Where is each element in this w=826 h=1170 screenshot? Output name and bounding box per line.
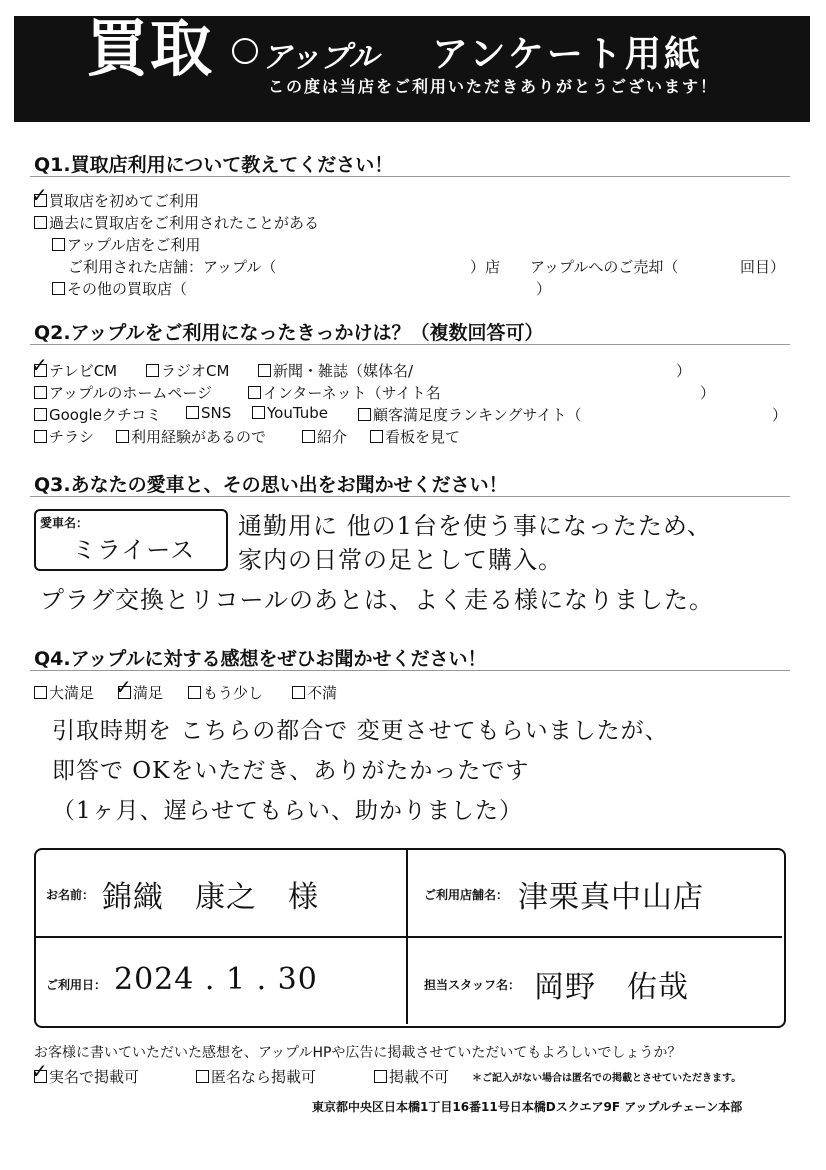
checkbox-checked-icon[interactable] bbox=[34, 194, 47, 207]
checkbox-icon[interactable] bbox=[188, 686, 201, 699]
q4-option-dissatisfied[interactable]: 不満 bbox=[292, 682, 337, 703]
q1-option-first[interactable]: ✓買取店を初めてご利用 bbox=[34, 190, 199, 211]
staff-label: 担当スタッフ名： bbox=[424, 978, 521, 992]
q3-memory-line2[interactable]: 家内の日常の足として購入。 bbox=[238, 546, 563, 574]
visit-date[interactable]: 2024 . 1 . 30 bbox=[114, 962, 318, 997]
q4-comment-line2[interactable]: 即答で OKをいただき、ありがたかったです bbox=[52, 758, 530, 784]
q1-option-other[interactable]: その他の買取店（ bbox=[52, 278, 187, 299]
q4-option-bit-more[interactable]: もう少し bbox=[188, 682, 263, 703]
date-label: ご利用日： bbox=[46, 978, 107, 992]
q2-option-youtube[interactable]: YouTube bbox=[252, 404, 328, 422]
q3-title: Q3.あなたの愛車と、その思い出をお聞かせください！ bbox=[34, 474, 508, 496]
q2-option-radio[interactable]: ラジオCM bbox=[146, 360, 229, 381]
checkbox-icon[interactable] bbox=[116, 430, 129, 443]
checkbox-icon[interactable] bbox=[34, 408, 47, 421]
publish-no-option[interactable]: 掲載不可 bbox=[374, 1066, 449, 1087]
checkbox-icon[interactable] bbox=[292, 686, 305, 699]
checkbox-icon[interactable] bbox=[34, 686, 47, 699]
q4-option-satisfied[interactable]: ✓ 満足 bbox=[118, 682, 163, 703]
divider bbox=[30, 670, 790, 671]
company-address: 東京都中央区日本橋1丁目16番11号日本橋Dスクエア9F アップルチェーン本部 bbox=[312, 1100, 743, 1114]
store-label: ご利用店舗名： bbox=[424, 888, 509, 902]
checkbox-icon[interactable] bbox=[34, 216, 47, 229]
checkbox-icon[interactable] bbox=[186, 406, 199, 419]
q2-option-ranking[interactable]: 顧客満足度ランキングサイト（ bbox=[358, 404, 582, 425]
q3-memory-line3[interactable]: プラグ交換とリコールのあとは、よく走る様になりました。 bbox=[40, 586, 715, 614]
q2-option-internet[interactable]: インターネット（サイト名 bbox=[248, 382, 441, 403]
q1-option-past[interactable]: 過去に買取店をご利用されたことがある bbox=[34, 212, 319, 233]
checkbox-checked-icon[interactable] bbox=[34, 1070, 47, 1083]
checkbox-icon[interactable] bbox=[52, 282, 65, 295]
q4-comment-line3[interactable]: （1ヶ月、遅らせてもらい、助かりました） bbox=[52, 798, 523, 824]
checkbox-icon[interactable] bbox=[196, 1070, 209, 1083]
q4-title: Q4.アップルに対する感想をぜひお聞かせください！ bbox=[34, 648, 487, 670]
kaitori-logo: 買取 bbox=[86, 12, 215, 85]
checkbox-icon[interactable] bbox=[302, 430, 315, 443]
store-name[interactable]: 津栗真中山店 bbox=[518, 880, 704, 915]
q2-title: Q2.アップルをご利用になったきっかけは？（複数回答可） bbox=[34, 322, 544, 344]
page-title: アンケート用紙 bbox=[432, 34, 703, 75]
q3-memory-line1[interactable]: 通勤用に 他の1台を使う事になったため、 bbox=[238, 512, 712, 540]
checkbox-icon[interactable] bbox=[146, 364, 159, 377]
checkbox-checked-icon[interactable] bbox=[118, 686, 131, 699]
checkbox-icon[interactable] bbox=[252, 406, 265, 419]
q1-count-suffix: 回目） bbox=[740, 258, 786, 276]
q2-option-signboard[interactable]: 看板を見て bbox=[370, 426, 460, 447]
apple-logo-icon bbox=[232, 38, 258, 64]
q1-other-close: ） bbox=[536, 280, 552, 298]
q2-option-flyer[interactable]: チラシ bbox=[34, 426, 94, 447]
q2-option-sns[interactable]: SNS bbox=[186, 404, 231, 422]
checkbox-icon[interactable] bbox=[358, 408, 371, 421]
divider bbox=[30, 176, 790, 177]
publish-anonymous-option[interactable]: 匿名なら掲載可 bbox=[196, 1066, 316, 1087]
q4-option-very-satisfied[interactable]: 大満足 bbox=[34, 682, 94, 703]
divider bbox=[30, 344, 790, 345]
publish-consent-question: お客様に書いていただいた感想を、アップルHPや広告に掲載させていただいてもよろしいでしょうか？ bbox=[34, 1045, 682, 1061]
q2-option-newspaper[interactable]: 新聞・雑誌（媒体名/ bbox=[258, 360, 413, 381]
q4-comment-line1[interactable]: 引取時期を こちらの都合で 変更させてもらいましたが、 bbox=[52, 718, 669, 744]
checkbox-icon[interactable] bbox=[248, 386, 261, 399]
checkbox-icon[interactable] bbox=[52, 238, 65, 251]
customer-name[interactable]: 錦織 康之 様 bbox=[102, 880, 319, 915]
checkbox-icon[interactable] bbox=[34, 386, 47, 399]
staff-name[interactable]: 岡野 佑哉 bbox=[534, 970, 689, 1005]
checkbox-icon[interactable] bbox=[370, 430, 383, 443]
q2-option-homepage[interactable]: アップルのホームページ bbox=[34, 382, 212, 403]
q1-count-field: アップルへのご売却（ bbox=[530, 258, 679, 276]
q1-store-suffix: ）店 bbox=[470, 258, 501, 276]
checkbox-icon[interactable] bbox=[374, 1070, 387, 1083]
name-label: お名前： bbox=[46, 888, 95, 902]
q2-option-referral[interactable]: 紹介 bbox=[302, 426, 347, 447]
q2-ranking-close: ） bbox=[772, 406, 788, 424]
q2-option-tv[interactable]: ✓テレビCM bbox=[34, 360, 117, 381]
q2-internet-close: ） bbox=[700, 384, 716, 402]
brand-name: アップル bbox=[262, 40, 379, 75]
header-subtitle: この度は当店をご利用いただきありがとうございます！ bbox=[268, 77, 719, 96]
checkbox-checked-icon[interactable] bbox=[34, 364, 47, 377]
publish-note: ＊ご記入がない場合は匿名での掲載とさせていただきます。 bbox=[472, 1073, 742, 1084]
box-horizontal-divider bbox=[36, 936, 782, 938]
car-name-value[interactable]: ミライース bbox=[72, 536, 196, 564]
q2-option-google[interactable]: Googleクチコミ bbox=[34, 404, 161, 425]
checkbox-icon[interactable] bbox=[258, 364, 271, 377]
checkbox-icon[interactable] bbox=[34, 430, 47, 443]
q2-news-close: ） bbox=[676, 362, 692, 380]
q2-option-experience[interactable]: 利用経験があるので bbox=[116, 426, 266, 447]
car-name-label: 愛車名： bbox=[40, 516, 89, 530]
divider bbox=[30, 496, 790, 497]
publish-real-name-option[interactable]: ✓実名で掲載可 bbox=[34, 1066, 139, 1087]
q1-title: Q1.買取店利用について教えてください！ bbox=[34, 154, 394, 176]
q1-store-field: ご利用された店舗：アップル（ bbox=[68, 258, 277, 276]
q1-option-apple[interactable]: アップル店をご利用 bbox=[52, 234, 200, 255]
